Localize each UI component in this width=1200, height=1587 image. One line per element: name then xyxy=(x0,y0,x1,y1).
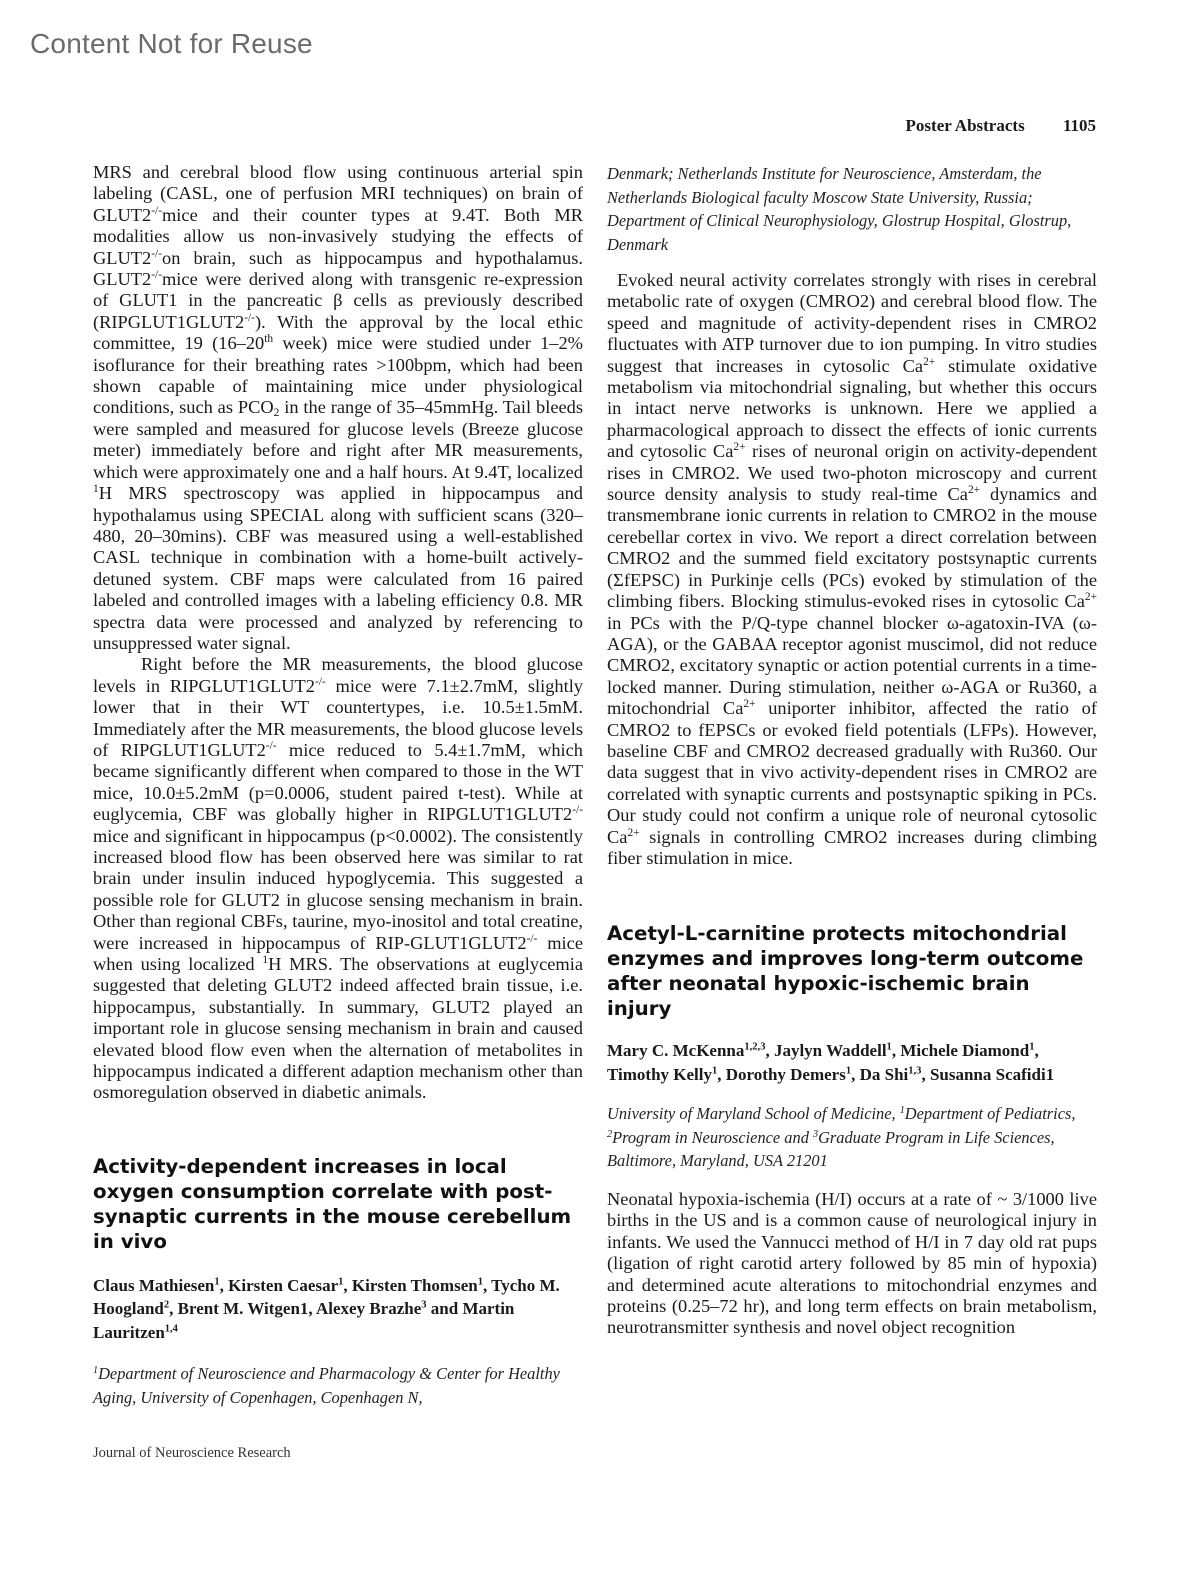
right-column xyxy=(607,162,1097,1339)
left-column xyxy=(93,162,583,1409)
journal-footer: Journal of Neuroscience Research xyxy=(93,1445,291,1461)
watermark: Content Not for Reuse xyxy=(30,28,313,59)
abstract-cmro2-body: Evoked neural activity correlates strongly with rises in cerebral metabolic rate of oxygen (CMRO2) and cerebral blood flow. The speed and magnitude of activity-dependent rises in CMRO2 fluctuates with ATP turnover due to ion pumping. In vitro studies suggest that increases in cytosolic $Ca^{2+}$ stimulate oxidative metabolism via mitochondrial signaling, but whether this occurs in intact nerve networks is unknown. Here we applied a pharmacological approach to dissect the effects of ionic currents and cytosolic $Ca^{2+}$ rises of neuronal origin on activity-dependent rises in CMRO2. We used two-photon microscopy and current source density analysis to study real-time $Ca^{2+}$ dynamics and transmembrane ionic currents in relation to CMRO2 in the mouse cerebellar cortex in vivo. We report a direct correlation between CMRO2 and the summed field excitatory postsynaptic currents (ΣfEPSC) in Purkinje cells (PCs) evoked by stimulation of the climbing fibers. Blocking stimulus-evoked rises in cytosolic $Ca^{2+}$ in PCs with the P/Q-type channel blocker ω-agatoxin-IVA (ω-AGA), or the GABAA receptor agonist muscimol, did not reduce CMRO2, excitatory synaptic or action potential currents in a time-locked manner. During stimulation, neither ω-AGA or Ru360, a mitochondrial $Ca^{2+}$ uniporter inhibitor, affected the ratio of CMRO2 to fEPSCs or evoked field potentials (LFPs). However, baseline CBF and CMRO2 decreased gradually with Ru360. Our data suggest that in vivo activity-dependent rises in CMRO2 are correlated with synaptic currents and postsynaptic spiking in PCs. Our study could not confirm a unique role of neuronal cytosolic $Ca^{2+}$ signals in controlling CMRO2 increases during climbing fiber stimulation in mice. xyxy=(607,270,1097,868)
article-title-oxygen-consumption: Activity-dependent increases in local oxygen consumption correlate with post-synaptic currents in the mouse cerebellum in vivo xyxy=(93,1154,572,1253)
abstract-glut2-body-p2: Right before the MR measurements, the blood glucose levels in RIPGLUT1GLUT2-/- mice were 7.1±2.7mM, slightly lower that in their WT countertypes, i.e. 10.5±1.5mM. Immediately after the MR measurements, the blood glucose levels of RIPGLUT1GLUT2-/- mice reduced to 5.4±1.7mM, which became significantly different when compared to those in the WT mice, 10.0±5.2mM (p=0.0006, student paired t-test). While at euglycemia, CBF was globally higher in RIPGLUT1GLUT2-/- mice and significant in hippocampus (p<0.0002). The consistently increased blood flow has been observed here was similar to rat brain under insulin induced hypoglycemia. This suggested a possible role for GLUT2 in glucose sensing mechanism in brain. Other than regional CBFs, taurine, myo-inositol and total creatine, were increased in hippocampus of RIP-GLUT1GLUT2-/- mice when using localized $^1$H MRS. The observations at euglycemia suggested that deleting GLUT2 indeed affected brain tissue, i.e. hippocampus, substantially. In summary, GLUT2 played an important role in glucose sensing mechanism in brain and caused elevated blood flow even when the alternation of metabolites in hippocampus indicated a different adaption mechanism other than osmoregulation observed in diabetic animals. xyxy=(93,654,583,1103)
running-head xyxy=(906,116,1096,136)
page-number: 1105 xyxy=(1062,116,1096,135)
affiliation-copenhagen: $^1$Department of Neuroscience and Pharmacology & Center for Healthy Aging, University of Copenhagen, Copenhagen N, xyxy=(93,1364,560,1407)
affiliation-maryland: University of Maryland School of Medicine, $^1$Department of Pediatrics, $^2$Program in Neuroscience and $^3$Graduate Program in Life Sciences, Baltimore, Maryland, USA 21201 xyxy=(607,1104,1076,1171)
abstract-glut2-body-p1: MRS and cerebral blood flow using continuous arterial spin labeling (CASL, one of perfusion MRI techniques) on brain of GLUT2-/-mice and their counter types at 9.4T. Both MR modalities allow us non-invasively studying the effects of GLUT2-/-on brain, such as hippocampus and hypothalamus. GLUT2-/-mice were derived along with transgenic re-expression of GLUT1 in the pancreatic β cells as previously described (RIPGLUT1GLUT2-/-). With the approval by the local ethic committee, 19 (16–20th week) mice were studied under 1–2% isoflurance for their breathing rates >100bpm, which had been shown capable of maintaining mice under physiological conditions, such as $PCO_2$ in the range of 35–45mmHg. Tail bleeds were sampled and measured for glucose levels (Breeze glucose meter) immediately before and right after MR measurements, which were approximately one and a half hours. At 9.4T, localized $^1$H MRS spectroscopy was applied in hippocampus and hypothalamus using SPECIAL along with sufficient scans (320–480, 20–30mins). CBF was measured using a well-established CASL technique in combination with a home-built actively-detuned system. CBF maps were calculated from 16 paired labeled and controlled images with a labeling efficiency 0.8. MR spectra data were processed and analyzed by referencing to unsuppressed water signal. xyxy=(93,162,584,653)
section-title: Poster Abstracts xyxy=(905,116,1025,135)
article-title-acetyl-l-carnitine: Acetyl-L-carnitine protects mitochondrial enzymes and improves long-term outcome after neonatal hypoxic-ischemic brain injury xyxy=(607,922,1084,1021)
author-list-mathiesen: Claus Mathiesen$^1$, Kirsten Caesar$^1$, Kirsten Thomsen$^1$, Tycho M. Hoogland$^2$, Brent M. Witgen1, Alexey Brazhe$^3$ and Martin Lauritzen$^{1,4}$ xyxy=(93,1275,560,1342)
abstract-hypoxia-body: Neonatal hypoxia-ischemia (H/I) occurs at a rate of ~ 3/1000 live births in the US and is a common cause of neurological injury in infants. We used the Vannucci method of H/I in 7 day old rat pups (ligation of right carotid artery followed by 85 min of hypoxia) and determined acute alterations to mitochondrial enzymes and proteins (0.25–72 hr), and long term effects on brain metabolism, neurotransmitter synthesis and novel object recognition xyxy=(607,1188,1097,1338)
affiliation-continued: Denmark; Netherlands Institute for Neuroscience, Amsterdam, the Netherlands Biological faculty Moscow State University, Russia; Department of Clinical Neurophysiology, Glostrup Hospital, Glostrup, Denmark xyxy=(607,164,1072,254)
author-list-mckenna: Mary C. McKenna$^{1,2,3}$, Jaylyn Waddell$^1$, Michele Diamond$^1$, Timothy Kelly$^1$, Dorothy Demers$^1$, Da Shi$^{1,3}$, Susanna Scafidi1 xyxy=(607,1041,1055,1084)
